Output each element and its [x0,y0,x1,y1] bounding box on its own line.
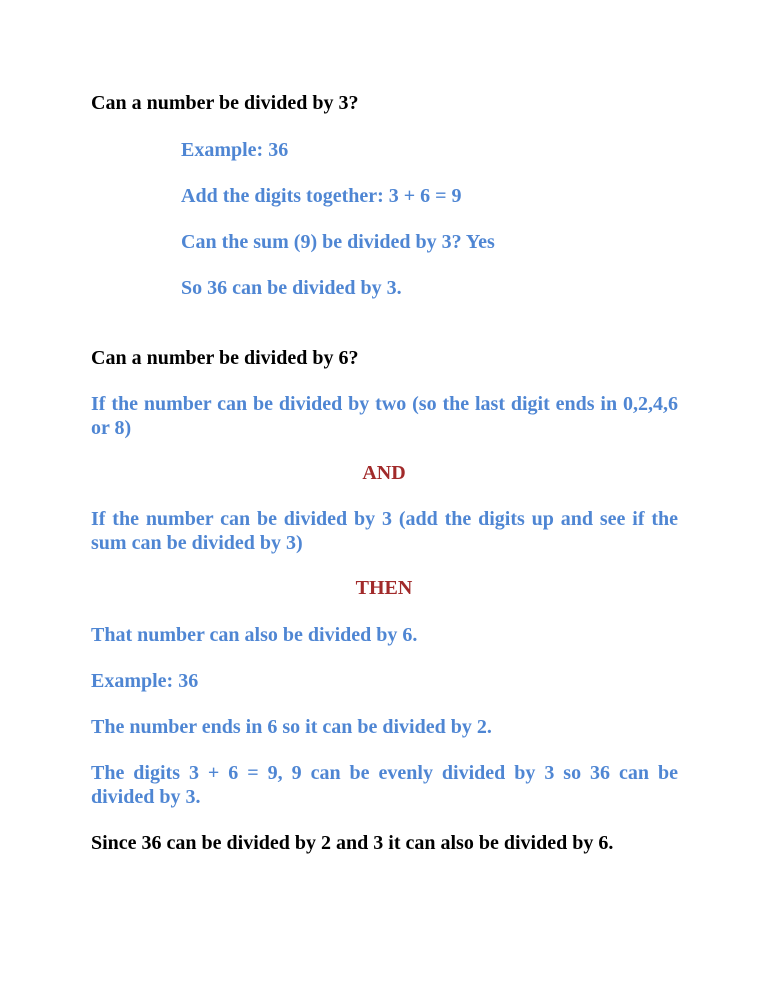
section2-condition2: If the number can be divided by 3 (add the digits up and see if the sum can be divided by 3) [91,508,678,554]
section2-summary: Since 36 can be divided by 2 and 3 it can also be divided by 6. [91,832,614,854]
section1-step2: Can the sum (9) be divided by 3? Yes [181,231,495,253]
section1-heading: Can a number be divided by 3? [91,92,359,114]
section2-step1: The number ends in 6 so it can be divided by 2. [91,716,492,738]
section1-step1: Add the digits together: 3 + 6 = 9 [181,185,462,207]
section2-heading: Can a number be divided by 6? [91,347,359,369]
section2-example: Example: 36 [91,670,199,692]
section1-example: Example: 36 [181,139,289,161]
section2-condition1: If the number can be divided by two (so the last digit ends in 0,2,4,6 or 8) [91,393,678,439]
section2-step2: The digits 3 + 6 = 9, 9 can be evenly divided by 3 so 36 can be divided by 3. [91,762,678,808]
section2-result: That number can also be divided by 6. [91,624,418,646]
and-label: AND [362,462,406,484]
section1-conclusion: So 36 can be divided by 3. [181,277,402,299]
then-label: THEN [355,577,413,599]
